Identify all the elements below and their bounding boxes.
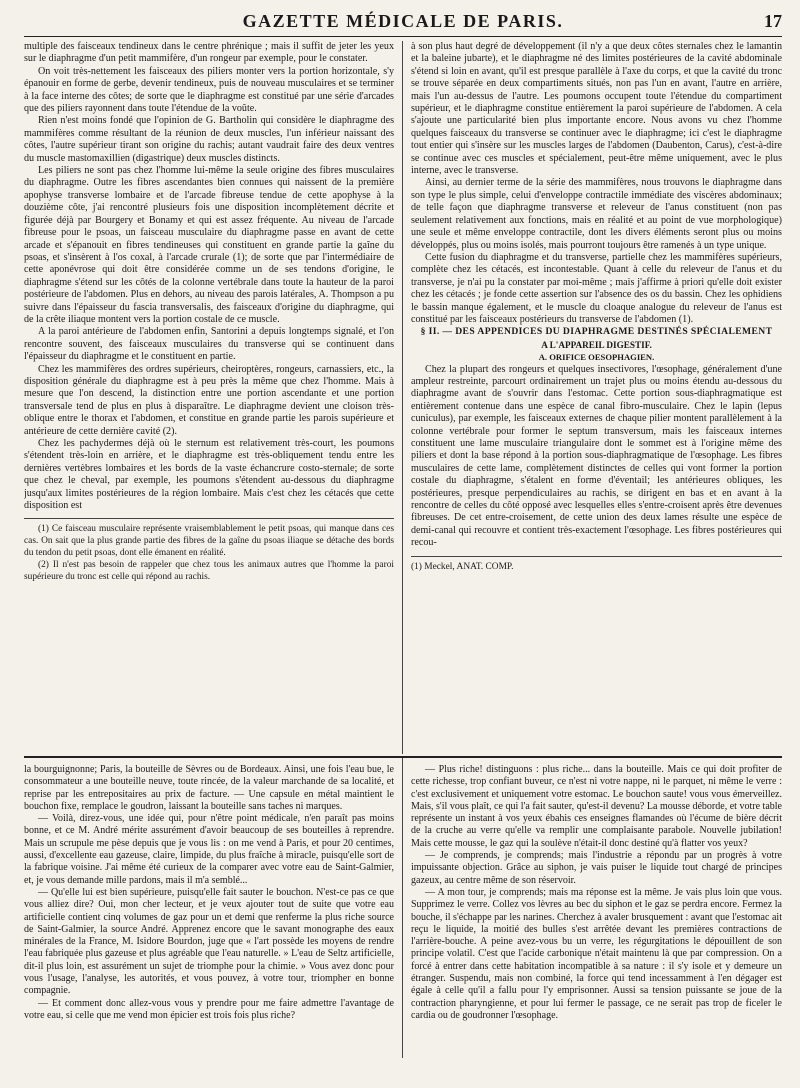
paragraph: Chez la plupart des rongeurs et quelques insectivores, l'œsophage, généralement d'une ampleur restreinte, parcourt ordinairement un trajet plus ou moins étendu au-dessous du diaphragme avant de s'ouvrir dans l'estomac. Cette portion sous-diaphragmatique est entièrement contenue dans une espèce de canal fibro-musculaire. Chez le lapin (lepus cuniculus), par exemple, les faisceaux externes de chaque pilier montent parallèlement à la colonne vertébrale pour former le septum transversum, mais les faisceaux internes constituent une lame musculaire triangulaire dont le sommet est à l'origine même des piliers et dont la base répond à la portion sous-diaphragmatique de l'œsophage. Les fibres musculaires de cette lame, complètement distinctes de celles qui vont former la portion costale du diaphragme, s'étalent en forme d'éventail; les antérieures obliques, les postérieures, presque perpendiculaires au rachis, se dirigent en bas et en avant à la rencontre de celles du côté opposé avec lesquelles elles s'entre-croisent après être devenues fibreuses. De cet entre-croisement, de cette union des deux lames résulte une espèce de demi-canal qui recouvre et contient très-exactement l'œsophage. Les fibres postérieures qui recou- (411, 363, 782, 549)
paragraph: A la paroi antérieure de l'abdomen enfin, Santorini a depuis longtemps signalé, et l'on rencontre souvent, des faisceaux musculaires du transverse qui se continuent dans l'épaisseur du diaphragme et le constituent en partie. (24, 326, 394, 363)
feuilleton (24, 758, 782, 1058)
section-title: § II. — DES APPENDICES DU DIAPHRAGME DESTINÉS SPÉCIALEMENT (420, 326, 773, 338)
paragraph: Ainsi, au dernier terme de la série des mammifères, nous trouvons le diaphragme dans son type le plus simple, celui d'enveloppe contractile immédiate des viscères abdominaux; de telle façon que diaphragme transverse et releveur de l'anus constituent (non pas seulement relativement aux fonctions, mais en réalité et au point de vue morphologique) une seule et même enveloppe contractile, dont les divers éléments seront plus ou moins développés, plus ou moins isolés, mais pourront toujours être ramenés à un type unique. (411, 177, 782, 251)
footnote: (1) Meckel, ANAT. COMP. (411, 561, 514, 572)
paragraph: à son plus haut degré de développement (il n'y a que deux côtes sternales chez le lamantin et la baleine jubarte), et le diaphragme né des limites postérieures de la cavité abdominale s'étend si loin en avant, qu'il est presque parallèle à l'axe du corps, et que la cavité du tronc se trouve séparée en deux compartiments situés, non pas l'un en avant, l'autre en arrière, mais l'un au-dessus de l'autre. Les poumons occupent toute l'étendue du compartiment supérieur, et le diaphragme constitue entièrement la paroi supérieure de l'abdomen. A cela s'ajoute une particularité bien plus importante encore. Nous avons vu chez l'homme quelques faisceaux du transverse se continuer avec le diaphragme; ici c'est le diaphragme tout entier qui s'insère sur les muscles larges de l'abdomen (Daubenton, Carus), c'est-à-dire se continue avec ces muscles et spécialement, peut-être même uniquement, avec le plus interne, avec le transverse. (411, 41, 782, 177)
page-number: 17 (764, 10, 782, 31)
footnote: (2) Il n'est pas besoin de rappeler que chez tous les animaux autres que l'homme la paroi supérieure du tronc est celle qui répond au rachis. (24, 559, 394, 582)
paragraph: — Et comment donc allez-vous vous y prendre pour me faire admettre l'avantage de votre eau, si celle que me vend mon épicier est trois fois plus riche? (24, 997, 394, 1021)
article-heading: A. ORIFICE OESOPHAGIEN. (538, 352, 655, 363)
newspaper-title: GAZETTE MÉDICALE DE PARIS. (242, 10, 564, 31)
feuilleton-left-column (24, 758, 403, 1058)
article-columns (24, 41, 782, 754)
footnote-rule (411, 556, 782, 557)
paragraph: — A mon tour, je comprends; mais ma réponse est la même. Je vais plus loin que vous. Supprimez le verre. Collez vos lèvres au bec du siphon et le gaz se perdra encore. Fermez la bouche, il s'échappe par les narines. Cherchez à avaler brusquement : avant que l'estomac ait reçu le liquide, la moitié des bulles s'est arrêtée devant les premières contractions de l'arrière-bouche. A peine avez-vous bu un verre, les régurgitations le dépouillent de son principe volatil. C'est que l'acide carbonique n'était maintenu là que par compression. On a forcé à entrer dans cette habitation incompatible à sa nature : il s'y isole et y demeure un étranger. Suspendu, mais non combiné, la force qui tend incessamment à l'en dégager est égale à celle qu'il a fallu pour l'y emprisonner. Aussi sa tension puissante se joue de la contraction pharyngienne, et pour lui fermer le passage, ce ne serait pas trop de ficeler le cardia ou de goudronner l'œsophage. (411, 886, 782, 1021)
footnote-rule (24, 518, 394, 519)
paragraph: Chez les pachydermes déjà où le sternum est relativement très-court, les poumons s'étendent très-loin en arrière, et le diaphragme est très-obliquement tendu entre les dernières vertèbres lombaires et les bords de la vaste échancrure costo-sternale; de sorte que chez le cheval, par exemple, les poumons s'étendent au-dessous du diaphragme jusqu'aux limites postérieures de la région lombaire. Mais c'est chez les cétacés que cette disposition est (24, 438, 394, 512)
paragraph: — Plus riche! distinguons : plus riche... dans la bouteille. Mais ce qui doit profiter de cette richesse, trop confiant buveur, ce n'est ni votre nappe, ni le parquet, ni même le verre : c'est exclusivement et uniquement votre estomac. Le bouchon saute! vous vous émerveillez. Mais, s'il vous plaît, ce qui l'a fait sauter, qu'est-il devenu? La mousse déborde, et votre table représente un instant à vos yeux ébahis ces enseignes flamandes où l'écume de bière décrit de la cruche au verre qu'elle va remplir une complaisante parabole. Nouvelle jubilation! Mais cette mousse, le gaz qui la soulève n'était-il donc destiné qu'à flatter vos yeux? (411, 764, 782, 849)
footnote: (1) Ce faisceau musculaire représente vraisemblablement le petit psoas, qui manque dans ces cas. On sait que la plus grande partie des fibres de la gaîne du psoas iliaque se détache des bords du tendon du petit psoas, dont elle émanent en réalité. (24, 524, 394, 559)
page-header (24, 6, 782, 37)
paragraph: Chez les mammifères des ordres supérieurs, cheiroptères, rongeurs, carnassiers, etc., la disposition générale du diaphragme est à peu près la même que chez l'homme. Mais à mesure que l'on descend, la distinction entre une portion ascendante et une portion transversale tend de plus en plus à disparaître. Le diaphragme devient une cloison très-oblique entre le thorax et l'abdomen, et constitue en grande partie les parois supérieure et antérieure de cette dernière cavité (2). (24, 363, 394, 437)
paragraph: Cette fusion du diaphragme et du transverse, partielle chez les mammifères supérieurs, complète chez les cétacés, est incontestable. Quant à celle du releveur de l'anus et du transverse, je n'ai pu la constater par moi-même ; mais j'affirme à priori qu'elle doit exister chez les cétacés ; je fonde cette assertion sur l'absence des os du bassin. Chez les ophidiens le bassin manque également, et le muscle du cloaque analogue du releveur de l'anus est constitué par les faisceaux postérieurs du transverse de l'abdomen (1). (411, 251, 782, 325)
paragraph: Les piliers ne sont pas chez l'homme lui-même la seule origine des fibres musculaires du diaphragme. Outre les fibres ascendantes bien connues qui naissent de la première apophyse transverse lombaire et de l'arcade fibreuse tendue de cette apophyse à la douzième côte, j'ai rencontré plusieurs fois une disposition incomplètement décrite et figurée déjà par Bourgery et Bonamy et qui est assez fréquente. Au niveau de l'arcade fibreuse pour le psoas, un faisceau musculaire du diaphragme passe en avant de cette arcade et s'épanouit en fibres tendineuses qui constituent en grande partie la gaîne du psoas, et s'insèrent à l'os coxal, à l'arcade crurale (1); de sorte que par l'intermédiaire de cette aponévrose qui doit être considérée comme un de ses tendons d'origine, le diaphragme s'étend sur les côtés de la colonne vertébrale dans toute la hauteur de la paroi postérieure de l'abdomen. Plus en dehors, au niveau des parois latérales, A. Thompson a pu suivre dans l'épaisseur du fascia transversalis, des faisceaux d'origine du diaphragme, qui de la crête iliaque montent vers la portion costale de ce muscle. (24, 165, 394, 325)
paragraph: — Je comprends, je comprends; mais l'industrie a répondu par un progrès à votre impuissante objection. Grâce au siphon, je vais puiser le liquide tout chargé de principes gazeux, au centre même de son réservoir. (411, 850, 782, 886)
right-column (403, 41, 782, 754)
paragraph: Rien n'est moins fondé que l'opinion de G. Bartholin qui considère le diaphragme des mammifères comme résultant de la réunion de deux muscles, l'un inférieur naissant des côtes, l'autre supérieur tirant son origine du rachis; autant vaudrait faire des deux ventres du muscle mastomaxillien (digastrique) deux muscles distincts. (24, 115, 394, 164)
paragraph: On voit très-nettement les faisceaux des piliers monter vers la portion horizontale, s'y épanouir en forme de gerbe, devenir tendineux, puis de nouveau musculaires et se terminer à la face interne des côtes; de sorte que le diaphragme est constitué par une série d'arcades que des piliers rayonnent dans toute l'étendue de la voûte. (24, 65, 394, 115)
paragraph: la bourguignonne; Paris, la bouteille de Sèvres ou de Bordeaux. Ainsi, une fois l'eau bue, le consommateur a une bouteille neuve, toute rincée, de la valeur marchande de sa localité, et reprise par les entrepositaires au prix de facture. — Une capsule en métal maintient le bouchon fixe, remplace le goudron, laissant la bouteille sans taches ni marques. (24, 764, 394, 812)
paragraph: — Qu'elle lui est bien supérieure, puisqu'elle fait sauter le bouchon. N'est-ce pas ce que vous alliez dire? Oui, mon cher lecteur, et je veux ajouter tout de suite que votre eau artificielle contient cinq volumes de gaz pour un et demi que renferme la plus riche source de Saint-Galmier, la source André. Apprenez encore que le savant monographe des eaux minérales de la France, M. Isidore Bourdon, juge que « l'art possède les moyens de rendre l'eau fabriquée plus gazeuse et plus agréable que l'eau naturelle. » L'eau de Seltz artificielle, dit-il plus loin, est assurément un sujet de triomphe pour la chimie. » Vous avez donc pour vous l'usage, l'analyse, les autorités, et vous pouvez, à votre tour, triompher en bonne compagnie. (24, 886, 394, 997)
paragraph: multiple des faisceaux tendineux dans le centre phrénique ; mais il suffit de jeter les yeux sur le diaphragme d'un petit mammifère, d'un rongeur par exemple, pour le constater. (24, 41, 394, 65)
section-subtitle: A L'APPAREIL DIGESTIF. (541, 339, 652, 350)
left-column (24, 41, 403, 754)
paragraph: — Voilà, direz-vous, une idée qui, pour n'être point médicale, n'en paraît pas moins bonne, et ce M. André mérite assurément d'avoir beaucoup de ses bouteilles à reprendre. Mais un scrupule me pèse depuis que je vous lis : on me vend à Paris, et pour 20 centimes, aussi, d'excellente eau gazeuse, claire, limpide, du plus fraîche à miracle, puisqu'elle sort de la fabrique voisine. J'ai même été curieux de la comparer avec votre eau de Saint-Galmier, et, je vous demande mille pardons, mais il m'a semblé... (24, 813, 394, 886)
feuilleton-right-column (403, 758, 782, 1058)
